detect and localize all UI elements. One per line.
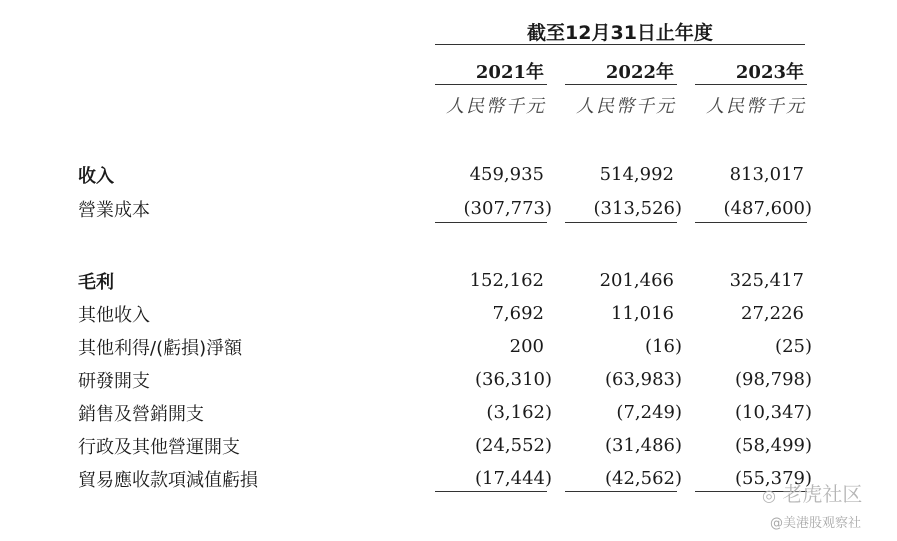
table-cell: 27,226 [741,303,804,324]
table-cell: (7,249) [616,402,682,423]
table-cell: 152,162 [469,270,544,291]
watermark-secondary-text: @美港股观察社 [770,516,862,531]
column-rule [695,84,807,85]
table-cell: (313,526) [593,198,682,219]
table-cell: (487,600) [723,198,812,219]
table-cell: 7,692 [492,303,544,324]
column-rule [565,84,677,85]
column-unit: 人民幣千元 [576,96,676,117]
table-cell: (3,162) [486,402,552,423]
table-cell: 11,016 [611,303,674,324]
table-cell: (55,379) [734,468,812,489]
subtotal-rule [565,491,677,492]
subtotal-rule [565,222,677,223]
table-cell: (16) [645,336,682,357]
row-label-gross-profit: 毛利 [78,272,114,293]
table-cell: 325,417 [729,270,804,291]
tiger-icon: ◎ [762,486,776,505]
table-cell: (307,773) [463,198,552,219]
row-label-admin-expenses: 行政及其他營運開支 [78,437,240,458]
table-cell: (17,444) [474,468,552,489]
row-label-rd-expenses: 研發開支 [78,371,150,392]
row-label-other-income: 其他收入 [78,305,150,326]
column-year-2022: 2022年 [605,62,674,83]
table-cell: (42,562) [604,468,682,489]
subtotal-rule [435,491,547,492]
table-cell: (36,310) [474,369,552,390]
table-cell: 200 [509,336,544,357]
table-cell: (31,486) [604,435,682,456]
table-cell: (58,499) [734,435,812,456]
row-label-other-gains-losses: 其他利得/(虧損)淨額 [78,338,243,359]
table-cell: (25) [775,336,812,357]
column-year-2023: 2023年 [735,62,804,83]
table-cell: 201,466 [599,270,674,291]
column-rule [435,84,547,85]
column-year-2021: 2021年 [475,62,544,83]
column-unit: 人民幣千元 [706,96,806,117]
table-cell: (98,798) [734,369,812,390]
table-cell: 813,017 [729,164,804,185]
watermark-primary-text: 老虎社区 [782,482,863,506]
table-cell: 459,935 [469,164,544,185]
header-rule [435,44,805,45]
table-cell: (10,347) [734,402,812,423]
period-header: 截至12月31日止年度 [527,22,713,44]
row-label-cost-of-sales: 營業成本 [78,200,150,221]
table-cell: (63,983) [604,369,682,390]
subtotal-rule [695,222,807,223]
row-label-revenue: 收入 [78,166,114,187]
subtotal-rule [435,222,547,223]
table-cell: (24,552) [474,435,552,456]
row-label-selling-expenses: 銷售及營銷開支 [78,404,204,425]
column-unit: 人民幣千元 [446,96,546,117]
row-label-impairment-losses: 貿易應收款項減值虧損 [78,470,258,491]
watermark-logo [762,478,862,507]
table-cell: 514,992 [599,164,674,185]
